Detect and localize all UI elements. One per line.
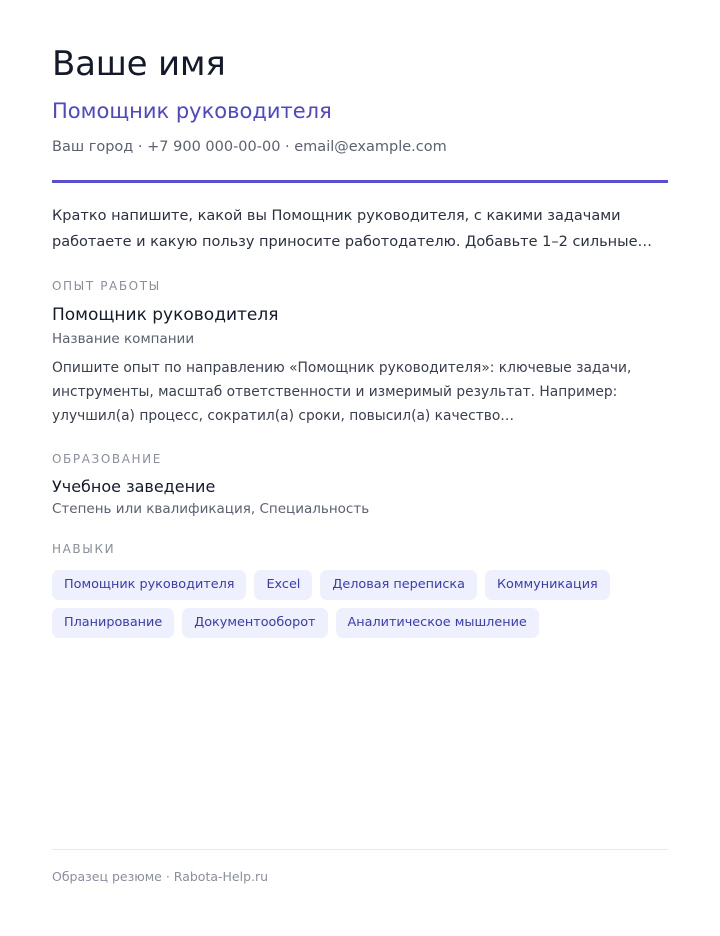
skills-section-title: НАВЫКИ	[52, 542, 116, 556]
skill-chip: Планирование	[52, 608, 174, 638]
skill-chip: Excel	[254, 570, 312, 600]
skill-chip: Коммуникация	[485, 570, 610, 600]
contact-line: Ваш город · +7 900 000-00-00 · email@example.com	[52, 139, 447, 155]
skill-chip: Помощник руководителя	[52, 570, 246, 600]
skill-chip: Документооборот	[182, 608, 327, 638]
skill-chip: Деловая переписка	[320, 570, 477, 600]
footer-divider	[52, 849, 668, 850]
experience-section-title: ОПЫТ РАБОТЫ	[52, 279, 161, 293]
education-institution: Учебное заведение	[52, 477, 216, 496]
education-degree: Степень или квалификация, Специальность	[52, 501, 370, 517]
candidate-name: Ваше имя	[52, 44, 226, 84]
company-name: Название компании	[52, 331, 195, 347]
candidate-role: Помощник руководителя	[52, 99, 332, 123]
skills-list	[52, 570, 668, 638]
header-divider	[52, 180, 668, 183]
skill-chip: Аналитическое мышление	[336, 608, 539, 638]
education-section-title: ОБРАЗОВАНИЕ	[52, 452, 162, 466]
footer-text: Образец резюме · Rabota-Help.ru	[52, 869, 269, 884]
job-description: Опишите опыт по направлению «Помощник руководителя»: ключевые задачи, инструменты, масштаб ответственности и измеримый результат. Например: улучшил(а) процесс, сократил(а) сроки, повысил(а) качество…	[52, 360, 632, 424]
summary-text: Кратко напишите, какой вы Помощник руководителя, с какими задачами работаете и какую пользу приносите работодателю. Добавьте 1–2 сильные…	[52, 208, 653, 250]
job-title: Помощник руководителя	[52, 305, 279, 325]
